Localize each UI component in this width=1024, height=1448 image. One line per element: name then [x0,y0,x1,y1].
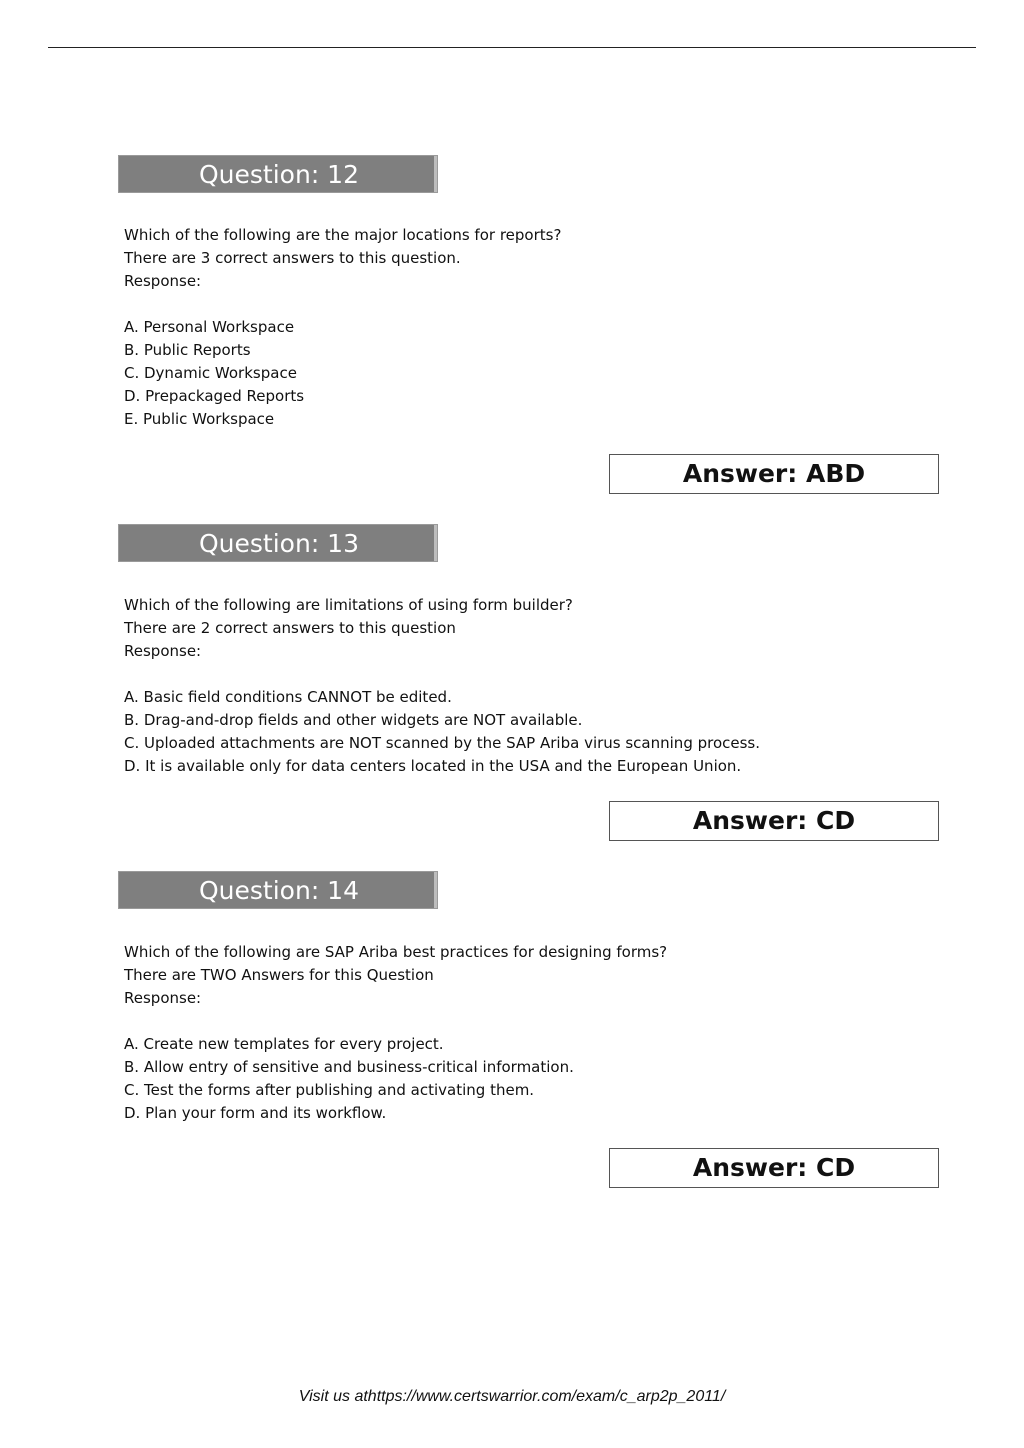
question-13-banner [118,524,438,562]
question-14-response-label: Response: [124,989,202,1007]
question-14-instruction: There are TWO Answers for this Question [124,966,434,984]
question-14-option-a: A. Create new templates for every project. [124,1035,444,1053]
question-13-option-d: D. It is available only for data centers located in the USA and the European Union. [124,757,742,775]
question-13-prompt: Which of the following are limitations of using form builder? [124,596,573,614]
question-12-answer: Answer: ABD [682,459,866,488]
question-12-option-b: B. Public Reports [124,341,251,359]
question-12-prompt: Which of the following are the major locations for reports? [124,226,562,244]
question-13-response-label: Response: [124,642,202,660]
question-13-option-a: A. Basic field conditions CANNOT be edited. [124,688,452,706]
question-12-body [124,224,561,431]
question-12-response-label: Response: [124,272,202,290]
spacer [124,663,760,686]
question-14-option-b: B. Allow entry of sensitive and business-critical information. [124,1058,574,1076]
question-12-title: Question: 12 [199,160,359,189]
footer-visit-link[interactable]: Visit us athttps://www.certswarrior.com/exam/c_arp2p_2011/ [298,1388,726,1405]
question-12-instruction: There are 3 correct answers to this question. [124,249,461,267]
question-12-option-a: A. Personal Workspace [124,318,295,336]
header-rule [48,47,976,48]
question-13-answer: Answer: CD [692,806,856,835]
question-13-option-b: B. Drag-and-drop fields and other widgets are NOT available. [124,711,583,729]
question-14-option-d: D. Plan your form and its workflow. [124,1104,387,1122]
question-14-answer: Answer: CD [692,1153,856,1182]
question-14-answer-box [609,1148,939,1188]
question-12-option-c: C. Dynamic Workspace [124,364,297,382]
spacer [124,293,561,316]
question-12-option-e: E. Public Workspace [124,410,275,428]
question-12-option-d: D. Prepackaged Reports [124,387,305,405]
question-13-instruction: There are 2 correct answers to this question [124,619,456,637]
spacer [124,1010,667,1033]
question-13-option-c: C. Uploaded attachments are NOT scanned by the SAP Ariba virus scanning process. [124,734,761,752]
question-14-banner [118,871,438,909]
question-14-body [124,941,667,1125]
question-14-prompt: Which of the following are SAP Ariba best practices for designing forms? [124,943,668,961]
question-12-banner [118,155,438,193]
question-13-body [124,594,760,778]
question-13-answer-box [609,801,939,841]
question-13-title: Question: 13 [199,529,359,558]
question-14-title: Question: 14 [199,876,359,905]
question-14-option-c: C. Test the forms after publishing and activating them. [124,1081,535,1099]
question-12-answer-box [609,454,939,494]
